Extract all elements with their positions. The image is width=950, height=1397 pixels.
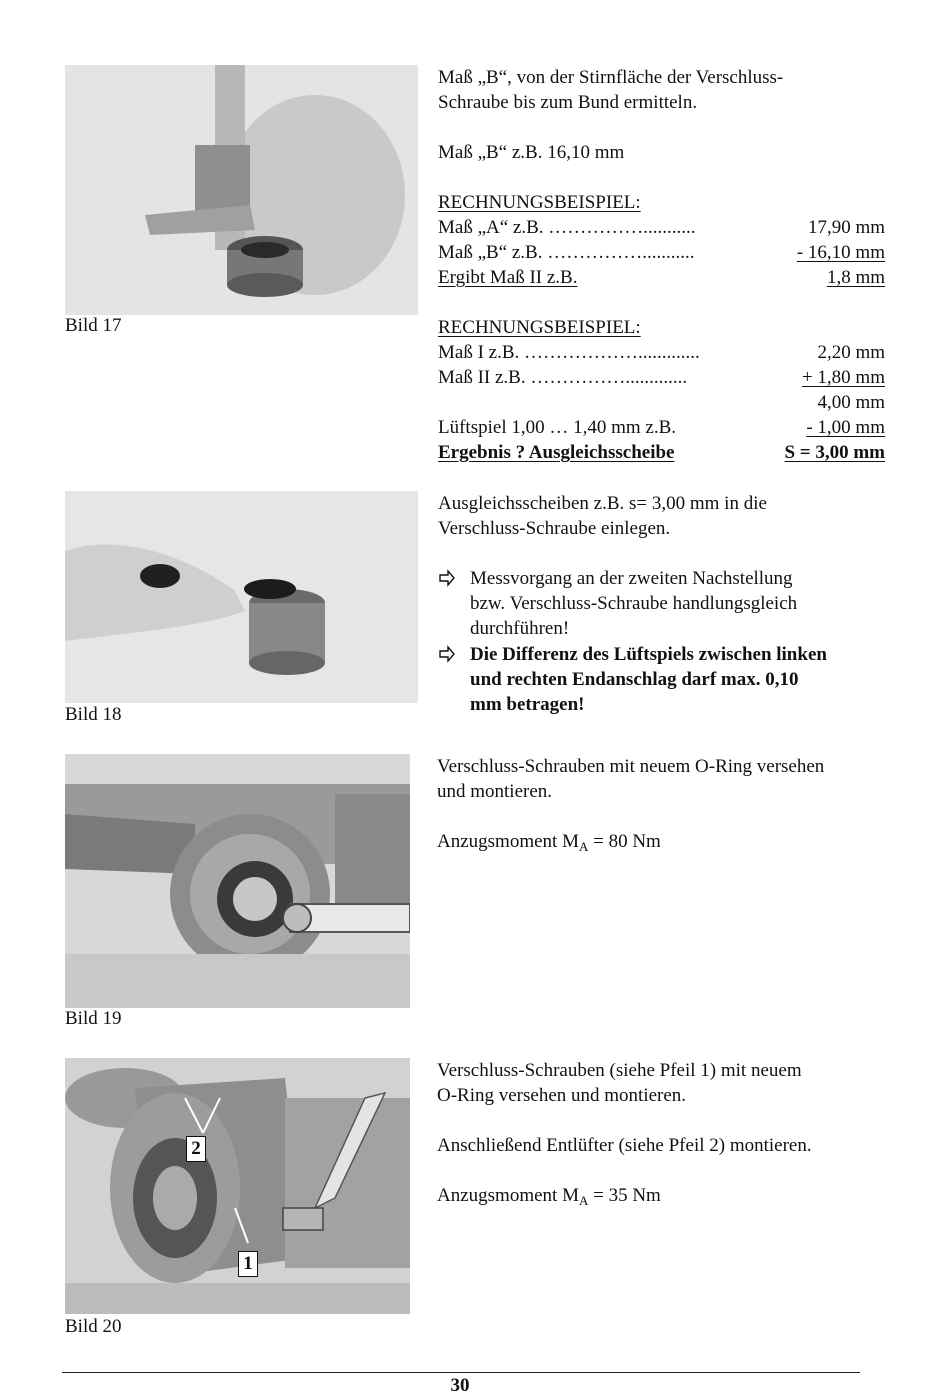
arrow-right-icon xyxy=(438,566,460,598)
calc-row-value: 4,00 mm xyxy=(817,392,885,413)
torque-label: Anzugsmoment M xyxy=(437,1185,579,1206)
bild-18-photo xyxy=(65,491,418,703)
calc-row-label: Maß „A“ z.B. ……………........... xyxy=(438,217,696,238)
example-measurement: Maß „B“ z.B. 16,10 mm xyxy=(438,142,625,163)
calc-title: RECHNUNGSBEISPIEL: xyxy=(438,192,641,213)
calc-row-value: 2,20 mm xyxy=(817,342,885,363)
calc-row-value: - 16,10 mm xyxy=(796,242,885,263)
calc-row-value: 1,8 mm xyxy=(826,267,885,288)
instruction-text: Verschluss-Schrauben mit neuem O-Ring versehen xyxy=(437,756,825,777)
bullet-item-warning xyxy=(438,642,898,717)
calc-result-label: Ergebnis ? Ausgleichsscheibe xyxy=(438,442,675,463)
marker-2-label: 2 xyxy=(186,1136,206,1162)
bullet-text-line: mm betragen! xyxy=(470,694,585,715)
bullet-item xyxy=(438,566,898,641)
instruction-text: O-Ring versehen und montieren. xyxy=(437,1085,687,1106)
calc-row-label: Maß II z.B. ……………............. xyxy=(438,367,688,388)
instruction-text: Verschluss-Schraube einlegen. xyxy=(438,518,671,539)
calc-row-value: + 1,80 mm xyxy=(801,367,885,388)
torque-subscript: A xyxy=(578,839,589,854)
bild-19-photo xyxy=(65,754,410,1008)
torque-label: Anzugsmoment M xyxy=(437,831,579,852)
torque-value: = 35 Nm xyxy=(588,1185,661,1206)
calc-row-label: Lüftspiel 1,00 … 1,40 mm z.B. xyxy=(438,417,677,438)
instruction-text: Schraube bis zum Bund ermitteln. xyxy=(438,92,698,113)
bullet-text-line: Die Differenz des Lüftspiels zwischen linken xyxy=(470,644,827,665)
calc-row-label: Ergibt Maß II z.B. xyxy=(438,267,578,288)
bild-17-photo xyxy=(65,65,418,315)
calc-row-value: 17,90 mm xyxy=(807,217,885,238)
arrow-right-icon xyxy=(438,642,460,674)
calc-title: RECHNUNGSBEISPIEL: xyxy=(438,317,641,338)
calc-result-value: S = 3,00 mm xyxy=(784,442,885,463)
bullet-text-line: Messvorgang an der zweiten Nachstellung xyxy=(470,568,793,589)
bullet-text-line: und rechten Endanschlag darf max. 0,10 xyxy=(470,669,799,690)
bullet-text-line: durchführen! xyxy=(470,618,570,639)
bild-20-photo xyxy=(65,1058,410,1314)
torque-spec xyxy=(437,829,907,859)
instruction-text: Maß „B“, von der Stirnfläche der Verschluss- xyxy=(438,67,784,88)
torque-spec xyxy=(437,1183,907,1213)
instruction-text: und montieren. xyxy=(437,781,553,802)
instruction-text: Ausgleichsscheiben z.B. s= 3,00 mm in die xyxy=(438,493,767,514)
torque-value: = 80 Nm xyxy=(588,831,661,852)
page-number: 30 xyxy=(450,1375,470,1396)
instruction-text: Anschließend Entlüfter (siehe Pfeil 2) montieren. xyxy=(437,1135,812,1156)
footer-divider xyxy=(62,1372,860,1373)
calc-row-value: - 1,00 mm xyxy=(806,417,885,438)
bullet-text-line: bzw. Verschluss-Schraube handlungsgleich xyxy=(470,593,798,614)
figure-caption: Bild 19 xyxy=(65,1008,122,1029)
figure-caption: Bild 17 xyxy=(65,315,122,336)
marker-1-label: 1 xyxy=(238,1251,258,1277)
torque-subscript: A xyxy=(578,1193,589,1208)
calc-row-label: Maß I z.B. ………………............. xyxy=(438,342,700,363)
figure-caption: Bild 18 xyxy=(65,704,122,725)
figure-caption: Bild 20 xyxy=(65,1316,122,1337)
instruction-text: Verschluss-Schrauben (siehe Pfeil 1) mit neuem xyxy=(437,1060,802,1081)
calc-row-label: Maß „B“ z.B. ……………........... xyxy=(438,242,695,263)
